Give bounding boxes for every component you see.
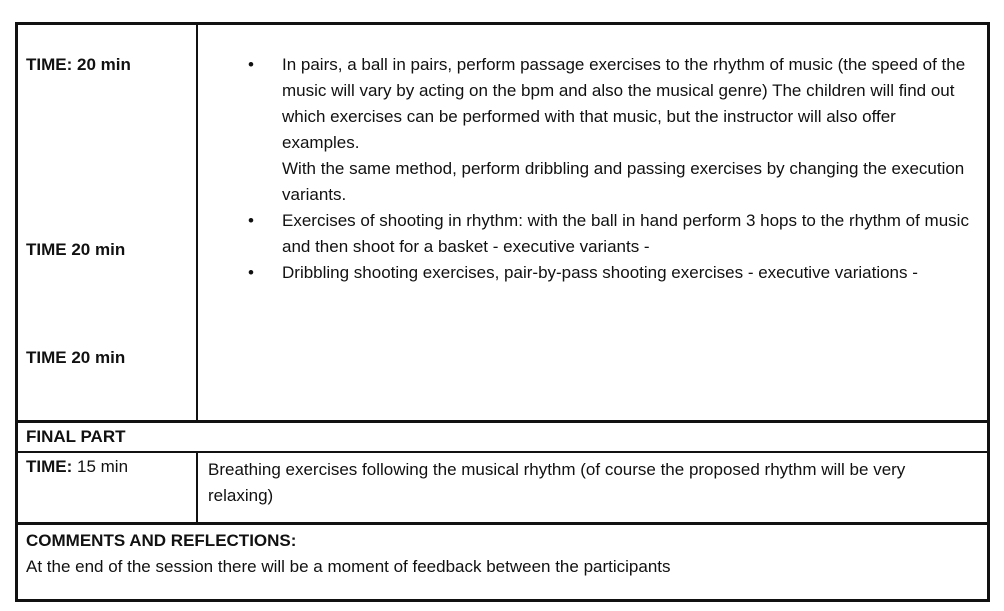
final-activity-text: Breathing exercises following the musical rhythm (of course the proposed rhythm will be very relaxing) xyxy=(208,460,906,505)
final-part-heading-row xyxy=(18,423,987,453)
exercise-text: In pairs, a ball in pairs, perform passage exercises to the rhythm of music (the speed of the music will vary by acting on the bpm and also the musical genre) The children will find out which exercises can be performed with that music, but the instructor will also offer examples. xyxy=(282,55,966,152)
activity-column xyxy=(198,25,987,420)
list-item xyxy=(248,52,976,208)
bullet-icon: • xyxy=(248,211,254,230)
session-plan-table xyxy=(15,22,990,602)
final-time-column xyxy=(18,453,198,522)
main-activity-row xyxy=(18,25,987,423)
time-label-1: TIME: 20 min xyxy=(26,55,131,74)
final-time-label: TIME: 15 min xyxy=(26,457,129,476)
bullet-icon: • xyxy=(248,55,254,74)
comments-text: At the end of the session there will be a moment of feedback between the participants xyxy=(26,557,671,576)
time-label-2: TIME 20 min xyxy=(26,240,126,259)
comments-row xyxy=(18,525,987,599)
exercise-text: Exercises of shooting in rhythm: with the ball in hand perform 3 hops to the rhythm of music and then shoot for a basket - executive variants - xyxy=(282,211,969,256)
final-activity-column xyxy=(198,453,987,522)
exercise-list xyxy=(248,52,976,286)
exercise-text: Dribbling shooting exercises, pair-by-pass shooting exercises - executive variations - xyxy=(282,263,918,282)
time-label-3: TIME 20 min xyxy=(26,348,126,367)
exercise-text: With the same method, perform dribbling and passing exercises by changing the execution variants. xyxy=(282,159,965,204)
final-part-row xyxy=(18,453,987,525)
time-column xyxy=(18,25,198,420)
list-item xyxy=(248,260,976,286)
bullet-icon: • xyxy=(248,263,254,282)
list-item xyxy=(248,208,976,260)
final-part-heading: FINAL PART xyxy=(26,427,126,446)
comments-heading: COMMENTS AND REFLECTIONS: xyxy=(26,531,297,550)
